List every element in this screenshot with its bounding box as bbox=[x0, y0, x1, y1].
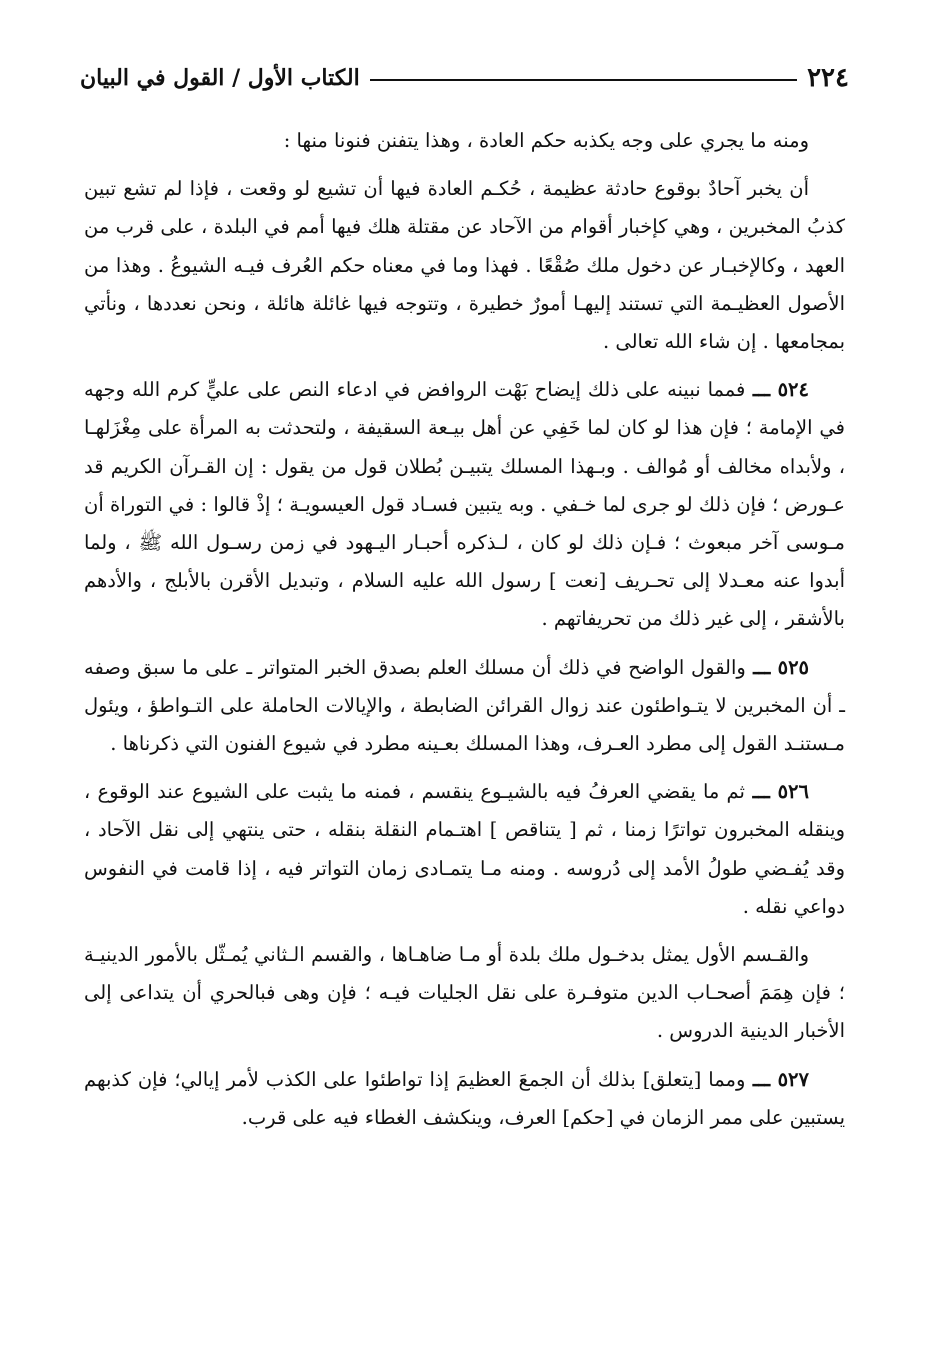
paragraph-intro bbox=[84, 122, 845, 160]
header-rule bbox=[370, 79, 797, 81]
page-body bbox=[84, 122, 845, 1147]
paragraph-text: ثم ما يقضي العرفُ فيه بالشيـوع ينقسم ، فمنه ما يثبت على الشيوع عند الوقوع ، وينقله المخبرون تواترًا زمنا ، ثم [ يتناقص ] اهتـمام النقلة بنقله ، حتى ينتهي إلى نقل الآحاد ، وقد يُفـضي طولُ الأمد إلى دُروسه . ومنه مـا يتمـادى زمان التواتر فيه ، إذا قامت في النفوس دواعي نقله . bbox=[84, 780, 845, 918]
paragraph-text: والقـسم الأول يمثل بدخـول ملك بلدة أو مـا ضاهـاها ، والقسم الـثاني يُمـثّل بالأمور الدينيـة ؛ فإن هِمَمَ أصحـاب الدين متوفـرة على نقل الجليات فيـه ؛ فإن وهى فبالحري أن يتداعى إلى الأخبار الدينية الدروس . bbox=[84, 943, 845, 1043]
paragraph-number: ٥٢٥ bbox=[777, 655, 810, 679]
running-title: الكتاب الأول / القول في البيان bbox=[80, 65, 360, 91]
paragraph-527: ٥٢٧ ـــ ومما [يتعلق] بذلك أن الجمعَ العظيمَ إذا تواطئوا على الكذب لأمر إيالي؛ فإن كذبهم يستبين على ممر الزمان في [حكم] العرف، وينكشف الغطاء فيه على قرب. bbox=[84, 1067, 845, 1129]
paragraph-number: ٥٢٧ bbox=[777, 1067, 809, 1091]
paragraph-text: فمما نبينه على ذلك إيضاح بَهْت الروافض في ادعاء النص على عليٍّ كرم الله وجهه في الإمامة ؛ فإن هذا لو كان لما خَفِي عن أهل بيـعة السقيفة ، ولتحدثت به المرأة على مِغْزَلهـا ، ولأبداه مخالف أو مُوالف . وبـهذا المسلك يتبيـن بُطلان قول من يقول : إن القـرآن الكريم قد عـورض ؛ فإن ذلك لو جرى لما خـفي . وبه يتبين فسـاد قول العيسويـة ؛ إذْ قالوا : في التوراة أن مـوسى آخر مبعوث ؛ فـإن ذلك لو كان ، لـذكره أحبـار اليـهود في زمن رسـول الله ﷺ ، ولما أبدوا عنه معـدلا إلى تحـريف [نعت ] رسول الله عليه السلام ، وتبديل الأقرن بالأبلج ، والأدهم بالأشقر ، إلى غير ذلك من تحريفاتهم . bbox=[84, 378, 845, 631]
paragraph-number: ٥٢٤ bbox=[777, 378, 809, 402]
paragraph-text: ومما [يتعلق] بذلك أن الجمعَ العظيمَ إذا تواطئوا على الكذب لأمر إيالي؛ فإن كذبهم يستبين على ممر الزمان في [حكم] العرف، وينكشف الغطاء فيه على قرب. bbox=[84, 1067, 845, 1129]
paragraph-525: ٥٢٥ ـــ والقول الواضح في ذلك أن مسلك العلم بصدق الخبر المتواتر ـ على ما سبق وصفه ـ أن المخبرين لا يتـواطئون عند زوال القرائن الضابطة ، والإيالات الحاملة على التـواطؤ ، ويئول مـستنـد القول إلى مطرد العـرف، وهذا المسلك بعـينه مطرد في شيوع الفنون التي ذكرناها . bbox=[84, 655, 845, 756]
paragraph-text: أن يخبر آحادٌ بوقوع حادثة عظيمة ، حُكـم العادة فيها أن تشيع لو وقعت ، فإذا لم تشع تبين كذبُ المخبرين ، وهي كإخبار أقوام من الآحاد عن مقتلة هلك فيها أمم في البلدة ، على قرب من العهد ، وكالإخبـار عن دخول ملك صُقْعًا . فهذا وما في معناه حكم العُرف فيـه الشيوعُ . وهذا من الأصول العظيـمة التي تستند إليهـا أمورٌ خطيرة ، وتتوجه فيها غائلة هائلة ، ونحن نعددها ، ونأتي بمجامعها . إن شاء الله تعالى . bbox=[84, 177, 845, 354]
paragraph-two-categories bbox=[84, 936, 845, 1051]
paragraph-number: ٥٢٦ bbox=[777, 780, 809, 804]
paragraph-526: ٥٢٦ ـــ ثم ما يقضي العرفُ فيه بالشيـوع ينقسم ، فمنه ما يثبت على الشيوع عند الوقوع ، وينقله المخبرون تواترًا زمنا ، ثم [ يتناقص ] اهتـمام النقلة بنقله ، حتى ينتهي إلى نقل الآحاد ، وقد يُفـضي طولُ الأمد إلى دُروسه . ومنه مـا يتمـادى زمان التواتر فيه ، إذا قامت في النفوس دواعي نقله . bbox=[84, 780, 845, 918]
paragraph-text: والقول الواضح في ذلك أن مسلك العلم بصدق الخبر المتواتر ـ على ما سبق وصفه ـ أن المخبرين لا يتـواطئون عند زوال القرائن الضابطة ، والإيالات الحاملة على التـواطؤ ، ويئول مـستنـد القول إلى مطرد العـرف، وهذا المسلك بعـينه مطرد في شيوع الفنون التي ذكرناها . bbox=[84, 655, 845, 756]
paragraph-news-of-event bbox=[84, 170, 845, 361]
page-header bbox=[80, 58, 849, 98]
page-number: ٢٢٤ bbox=[807, 63, 849, 93]
paragraph-text: ومنه ما يجري على وجه يكذبه حكم العادة ، وهذا يتفنن فنونا منها : bbox=[283, 129, 809, 152]
paragraph-524: ٥٢٤ ـــ فمما نبينه على ذلك إيضاح بَهْت الروافض في ادعاء النص على عليٍّ كرم الله وجهه في الإمامة ؛ فإن هذا لو كان لما خَفِي عن أهل بيـعة السقيفة ، ولتحدثت به المرأة على مِغْزَلهـا ، ولأبداه مخالف أو مُوالف . وبـهذا المسلك يتبيـن بُطلان قول من يقول : إن القـرآن الكريم قد عـورض ؛ فإن ذلك لو جرى لما خـفي . وبه يتبين فسـاد قول العيسويـة ؛ إذْ قالوا : في التوراة أن مـوسى آخر مبعوث ؛ فـإن ذلك لو كان ، لـذكره أحبـار اليـهود في زمن رسـول الله ﷺ ، ولما أبدوا عنه معـدلا إلى تحـريف [نعت ] رسول الله عليه السلام ، وتبديل الأقرن بالأبلج ، والأدهم بالأشقر ، إلى غير ذلك من تحريفاتهم . bbox=[84, 378, 845, 631]
